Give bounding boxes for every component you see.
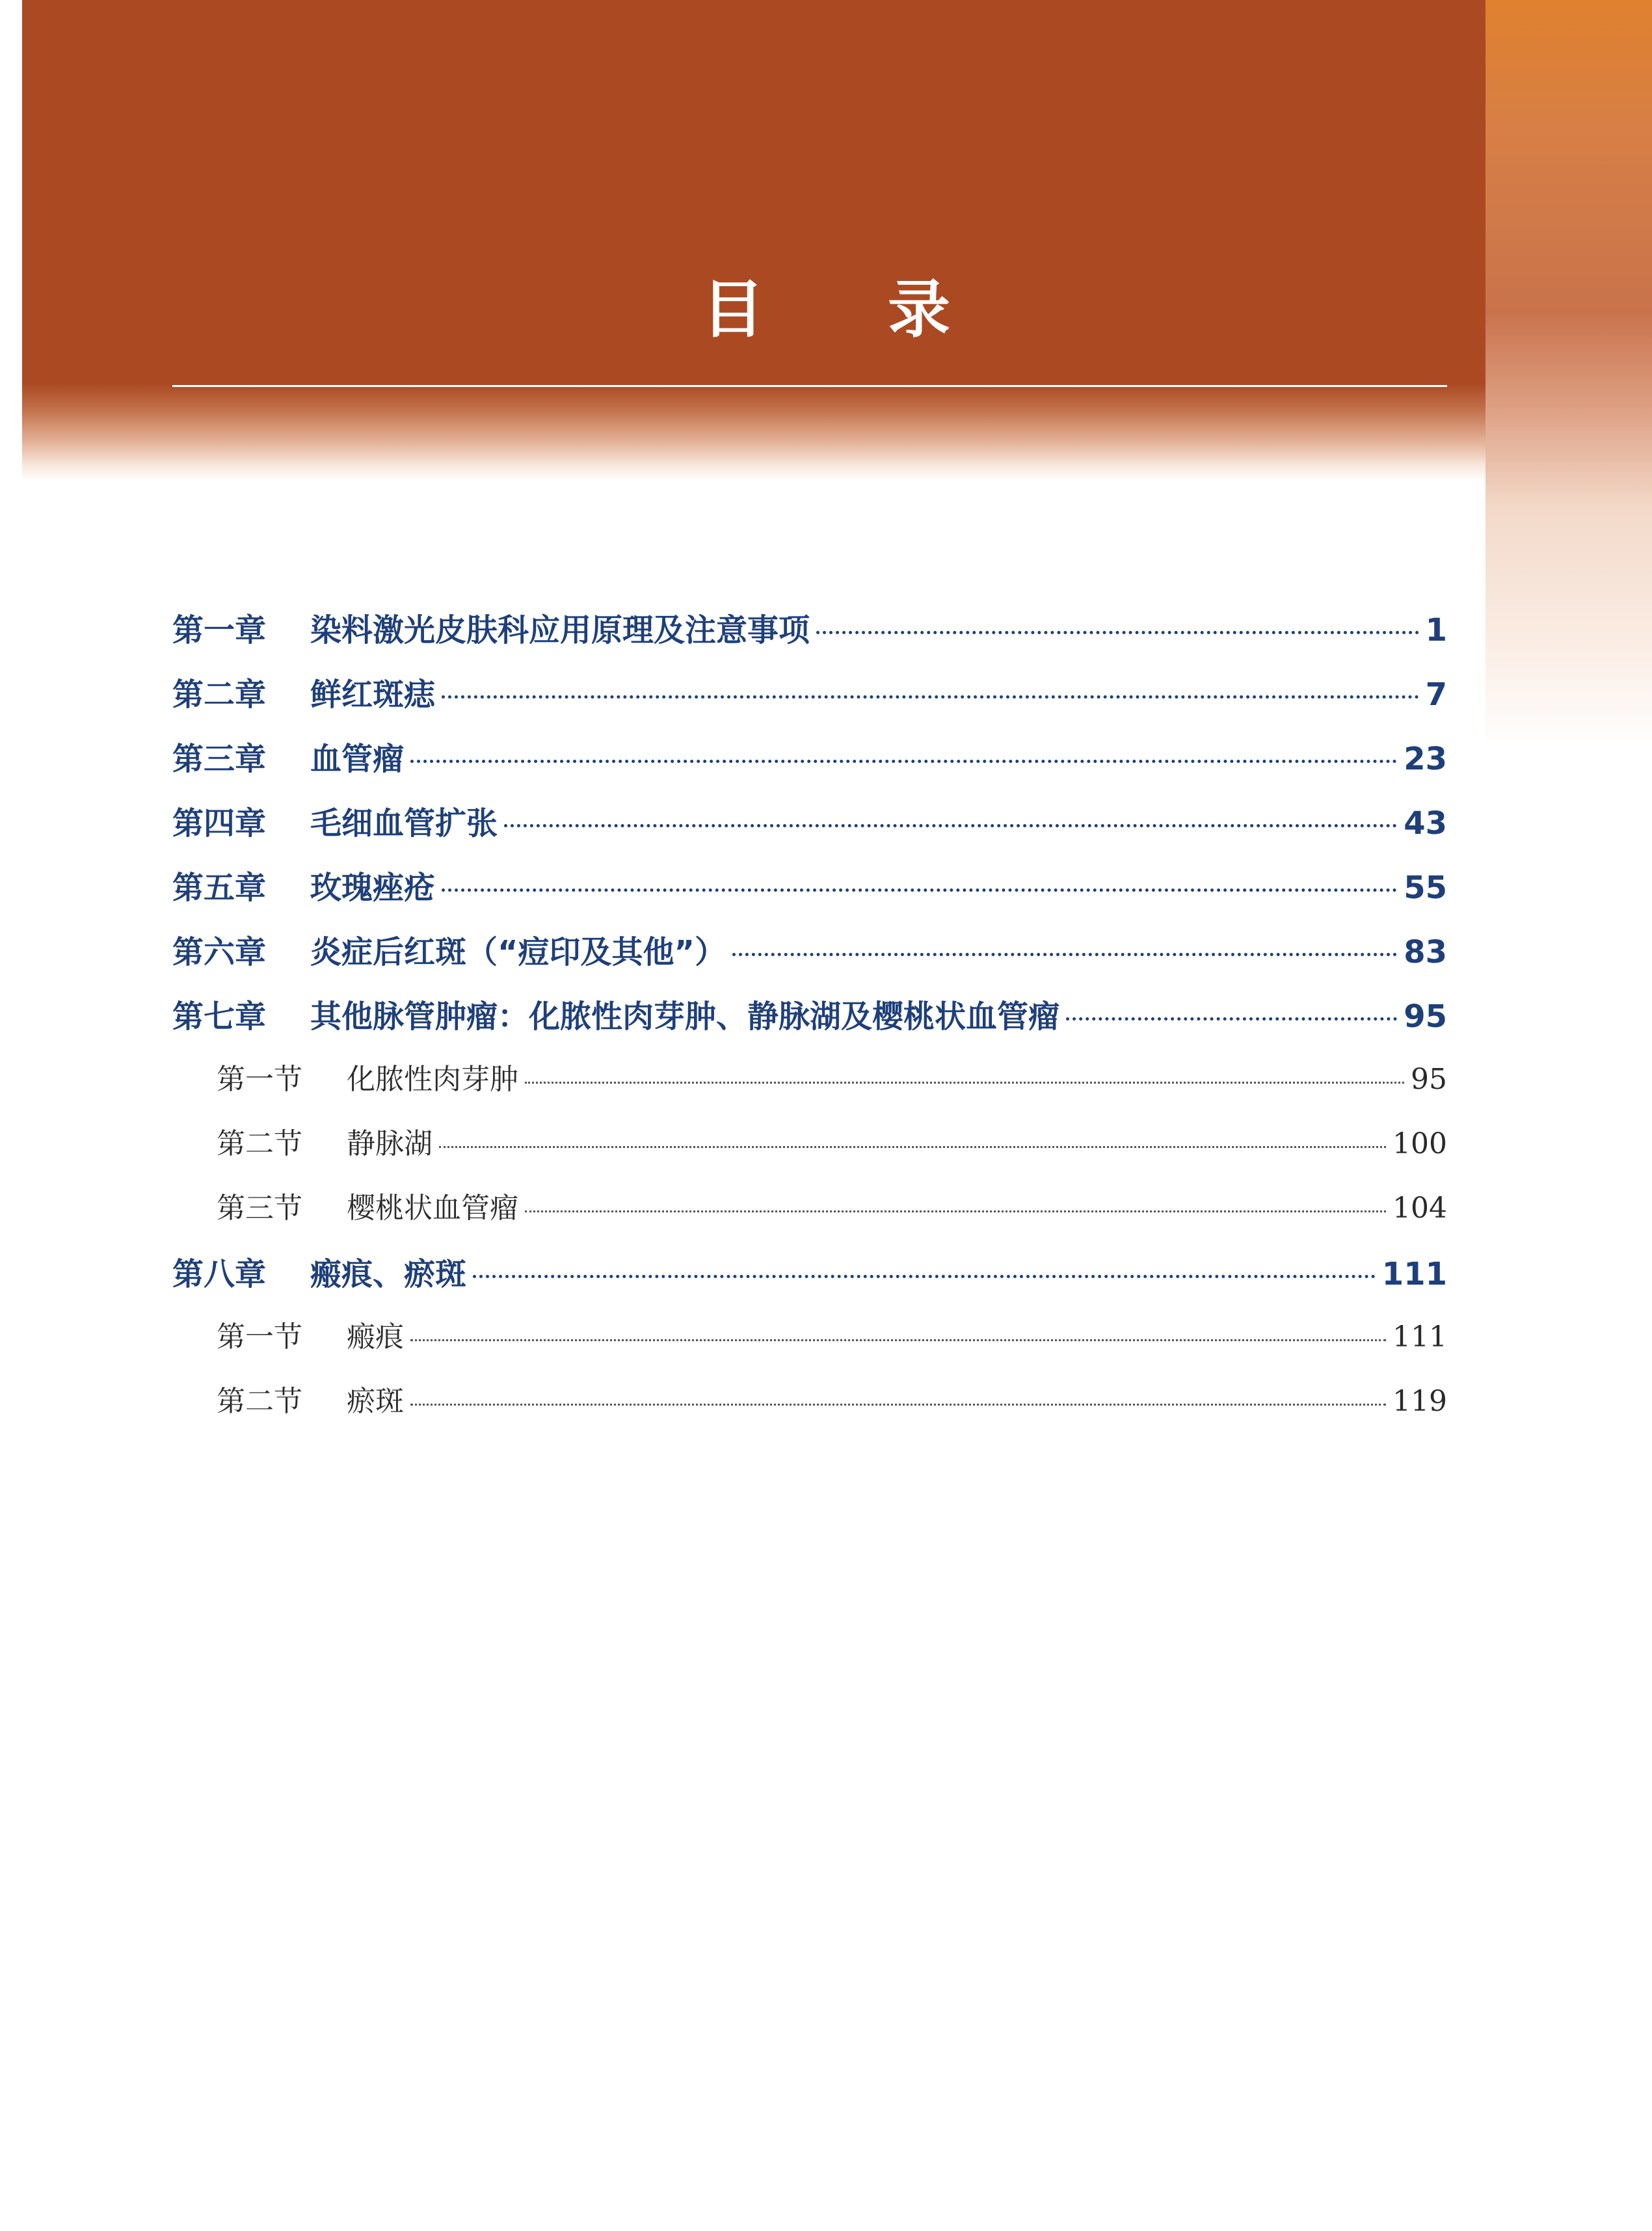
page-title-char-2: 录 [888,273,950,346]
toc-entry[interactable] [172,1184,1447,1249]
toc-leader-dots [816,631,1419,634]
toc-entry-number: 第七章 [172,998,267,1035]
toc-entry[interactable] [172,1313,1447,1378]
toc-entry-page: 83 [1404,934,1447,970]
toc-entry-number: 第二章 [172,676,267,713]
toc-entry[interactable] [172,862,1447,927]
toc-entry-number: 第一节 [217,1063,302,1096]
toc-entry-page: 43 [1404,805,1447,842]
toc-entry-number: 第六章 [172,934,267,970]
toc-leader-dots [525,1210,1386,1212]
toc-entry[interactable] [172,669,1447,734]
toc-entry-title: 玫瑰痤疮 [310,870,436,906]
toc-entry[interactable] [172,1120,1447,1184]
toc-entry[interactable] [172,734,1447,798]
toc-entry-number: 第八章 [172,1256,267,1292]
toc-entry-title: 静脉湖 [347,1127,433,1160]
toc-entry-number: 第四章 [172,805,267,842]
toc-entry-title: 化脓性肉芽肿 [347,1063,518,1096]
toc-entry[interactable] [172,1056,1447,1120]
toc-leader-dots [410,760,1397,763]
toc-entry-title: 瘀斑 [347,1385,404,1418]
toc-entry-page: 111 [1392,1320,1447,1354]
toc-leader-dots [439,1146,1386,1148]
side-color-strip [1485,0,1652,748]
toc-entry-page: 119 [1392,1385,1447,1418]
toc-entry-title: 染料激光皮肤科应用原理及注意事项 [310,612,810,648]
toc-entry-page: 7 [1425,676,1447,713]
header-band [22,0,1485,481]
toc-entry-title: 其他脉管肿瘤：化脓性肉芽肿、静脉湖及樱桃状血管瘤 [310,998,1060,1035]
toc-entry-page: 23 [1404,741,1447,777]
toc-entry[interactable] [172,991,1447,1056]
toc-entry-title: 血管瘤 [310,741,405,777]
toc-entry-number: 第一节 [217,1320,302,1354]
toc-entry-page: 95 [1411,1063,1447,1096]
toc-entry-page: 111 [1381,1256,1447,1292]
toc-leader-dots [442,695,1419,699]
toc-entry-page: 95 [1404,998,1447,1035]
toc-entry-number: 第三章 [172,741,267,777]
toc-leader-dots [732,953,1397,956]
toc-entry-number: 第五章 [172,870,267,906]
toc-entry-number: 第二节 [217,1127,302,1160]
toc-leader-dots [525,1082,1404,1084]
toc-entry[interactable] [172,605,1447,669]
toc-entry-title: 毛细血管扩张 [310,805,498,842]
toc-entry-page: 104 [1392,1192,1447,1225]
toc-entry[interactable] [172,1249,1447,1313]
toc-leader-dots [442,888,1397,892]
page-title [0,260,1652,349]
toc-entry-title: 瘢痕、瘀斑 [310,1256,467,1292]
page-title-char-1: 目 [702,273,764,346]
toc-entry[interactable] [172,927,1447,991]
toc-leader-dots [410,1404,1386,1406]
toc-entry-number: 第二节 [217,1385,302,1418]
toc-entry-number: 第三节 [217,1192,302,1225]
toc-entry-title: 鲜红斑痣 [310,676,436,713]
toc-entry-number: 第一章 [172,612,267,648]
toc-leader-dots [504,824,1397,827]
toc-entry-title: 瘢痕 [347,1320,404,1354]
title-rule [172,385,1447,387]
toc-entry-page: 55 [1404,870,1447,906]
toc-entry-title: 炎症后红斑（“痘印及其他”） [310,934,726,970]
toc-entry-title: 樱桃状血管瘤 [347,1192,518,1225]
toc-entry-page: 100 [1392,1127,1447,1160]
toc-leader-dots [473,1275,1376,1278]
toc-entry[interactable] [172,798,1447,862]
toc-entry-page: 1 [1425,612,1447,648]
toc-entry[interactable] [172,1378,1447,1442]
table-of-contents [172,605,1447,1442]
toc-leader-dots [1066,1017,1397,1021]
toc-leader-dots [410,1339,1386,1341]
